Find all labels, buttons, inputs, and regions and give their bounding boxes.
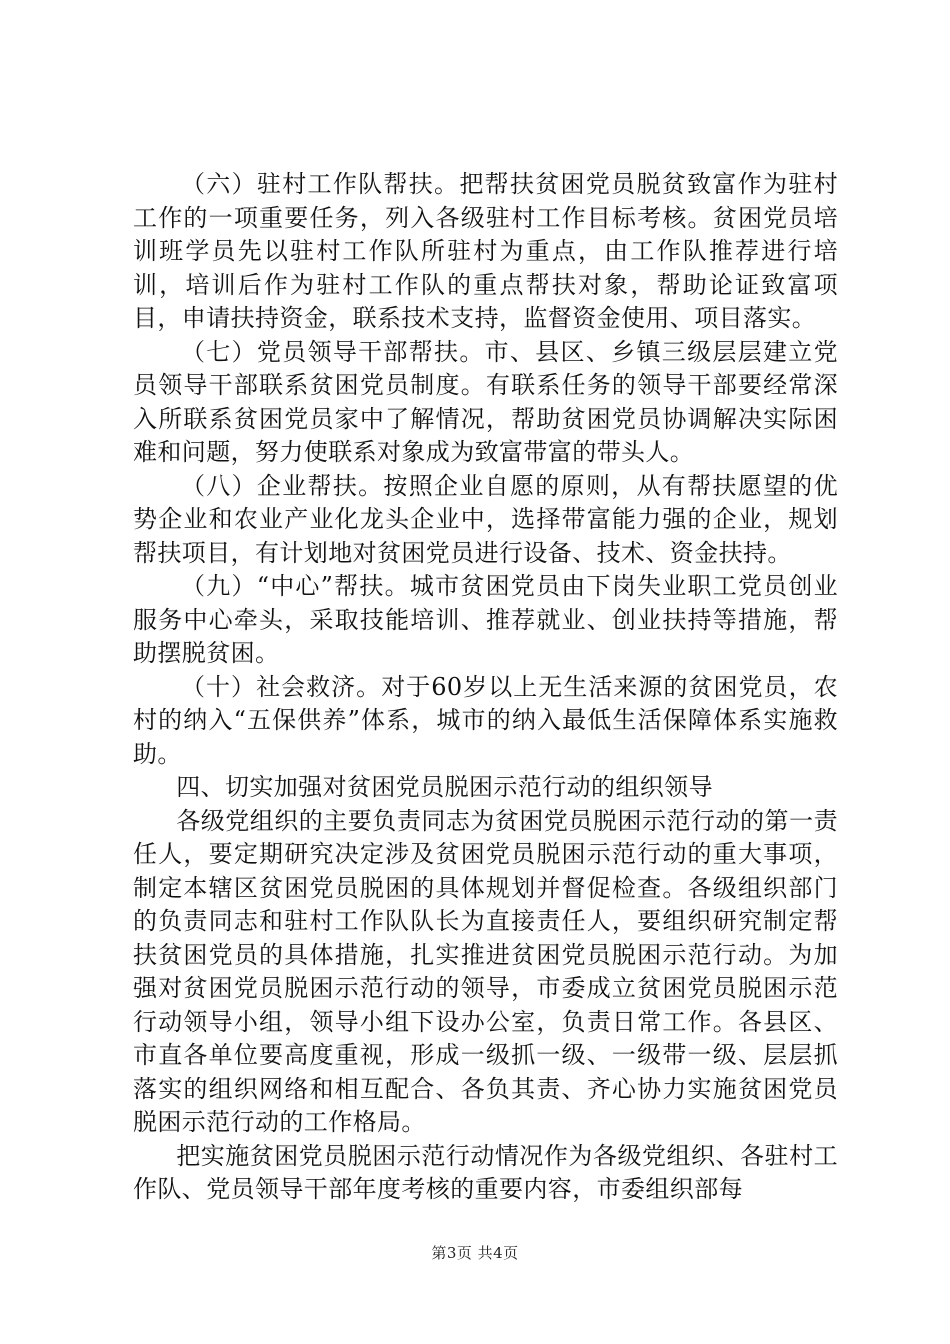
document-body: [133, 168, 838, 1207]
paragraph-village-team-support: （六）驻村工作队帮扶。把帮扶贫困党员脱贫致富作为驻村工作的一项重要任务，列入各级驻村工作目标考核。贫困党员培训班学员先以驻村工作队所驻村为重点，由工作队推荐进行培训，培训后作为驻村工作队的重点帮扶对象，帮助论证致富项目，申请扶持资金，联系技术支持，监督资金使用、项目落实。: [133, 170, 838, 332]
page-number-footer: 第3页 共4页: [431, 1244, 519, 1262]
paragraph-center-support: （九）“中心”帮扶。城市贫困党员由下岗失业职工党员创业服务中心牵头，采取技能培训、推荐就业、创业扶持等措施，帮助摆脱贫困。: [133, 572, 838, 667]
paragraph-enterprise-support: （八）企业帮扶。按照企业自愿的原则，从有帮扶愿望的优势企业和农业产业化龙头企业中，选择带富能力强的企业，规划帮扶项目，有计划地对贫困党员进行设备、技术、资金扶持。: [133, 471, 838, 567]
paragraph-leader-support: （七）党员领导干部帮扶。市、县区、乡镇三级层层建立党员领导干部联系贫困党员制度。有联系任务的领导干部要经常深入所联系贫困党员家中了解情况，帮助贫困党员协调解决实际困难和问题，努力使联系对象成为致富带富的带头人。: [133, 337, 838, 466]
section-heading-organization: 四、切实加强对贫困党员脱困示范行动的组织领导: [176, 773, 713, 801]
paragraph-social-relief: （十）社会救济。对于60岁以上无生活来源的贫困党员，农村的纳入“五保供养”体系，城市的纳入最低生活保障体系实施救助。: [133, 672, 838, 768]
paragraph-assessment: 把实施贫困党员脱困示范行动情况作为各级党组织、各驻村工作队、党员领导干部年度考核的重要内容，市委组织部每: [133, 1141, 838, 1203]
paragraph-responsibility: 各级党组织的主要负责同志为贫困党员脱困示范行动的第一责任人，要定期研究决定涉及贫困党员脱困示范行动的重大事项，制定本辖区贫困党员脱困的具体规划并督促检查。各级组织部门的负责同志和驻村工作队队长为直接责任人，要组织研究制定帮扶贫困党员的具体措施，扎实推进贫困党员脱困示范行动。为加强对贫困党员脱困示范行动的领导，市委成立贫困党员脱困示范行动领导小组，领导小组下设办公室，负责日常工作。各县区、市直各单位要高度重视，形成一级抓一级、一级带一级、层层抓落实的组织网络和相互配合、各负其责、齐心协力实施贫困党员脱困示范行动的工作格局。: [133, 806, 838, 1136]
